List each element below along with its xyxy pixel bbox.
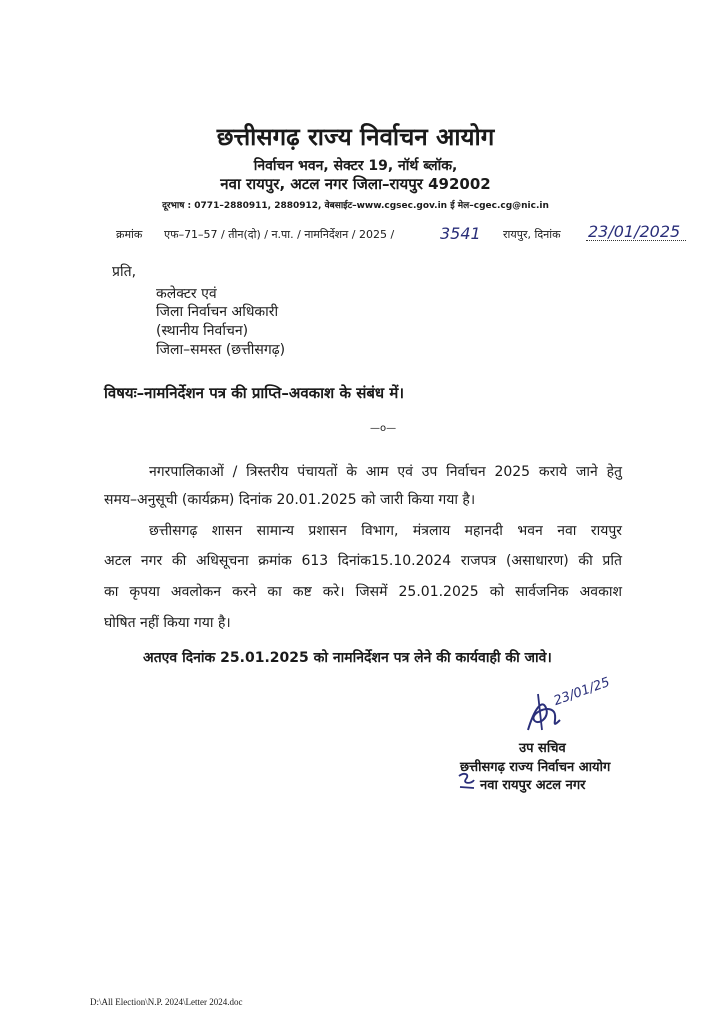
- para2-line4: घोषित नहीं किया गया है।: [104, 615, 231, 631]
- addressee-line-4: जिला–समस्त (छत्तीसगढ़): [156, 342, 286, 358]
- section-divider: —o—: [370, 423, 397, 434]
- file-path-footer: D:\All Election\N.P. 2024\Letter 2024.doc: [90, 997, 243, 1007]
- para2-line1: छत्तीसगढ़ शासन सामान्य प्रशासन विभाग, मंत्रलाय महानदी भवन नवा रायपुर: [149, 523, 622, 539]
- address-line-2: नवा रायपुर, अटल नगर जिला–रायपुर 492002: [220, 175, 491, 193]
- krmank-label: क्रमांक: [116, 228, 143, 241]
- addressee-line-1: कलेक्टर एवं: [156, 286, 217, 302]
- signature-date: 23/01/25: [551, 674, 612, 709]
- handwritten-date: 23/01/2025: [588, 222, 681, 241]
- date-underline: [586, 240, 686, 241]
- file-number: एफ–71–57 / तीन(दो) / न.पा. / नामनिर्देशन / 2025 /: [164, 228, 395, 241]
- handwritten-dispatch-number: 3541: [440, 224, 481, 243]
- initial-mark: [456, 770, 478, 796]
- subject-line: विषयः–नामनिर्देशन पत्र की प्राप्ति–अवकाश के संबंध में।: [104, 384, 405, 402]
- addressee-line-2: जिला निर्वाचन अधिकारी: [156, 304, 279, 320]
- para1-line2: समय–अनुसूची (कार्यक्रम) दिनांक 20.01.2025 को जारी किया गया है।: [104, 492, 476, 508]
- para1-line1: नगरपालिकाओं / त्रिस्तरीय पंचायतों के आम एवं उप निर्वाचन 2025 कराये जाने हेतु: [149, 464, 622, 480]
- addressee-line-3: (स्थानीय निर्वाचन): [156, 323, 249, 339]
- designation: उप सचिव: [519, 741, 566, 756]
- place-date-label: रायपुर, दिनांक: [503, 228, 561, 241]
- para2-line2: अटल नगर की अधिसूचना क्रमांक 613 दिनांक15.10.2024 राजपत्र (असाधारण) की प्रति: [104, 553, 622, 569]
- prati-label: प्रति,: [112, 264, 137, 280]
- contact-line: दूरभाष : 0771–2880911, 2880912, वेबसाईट–www.cgsec.gov.in ई मेल–cgec.cg@nic.in: [162, 201, 549, 211]
- org-name: छत्तीसगढ़ राज्य निर्वाचन आयोग: [216, 123, 495, 151]
- para2-line3: का कृपया अवलोकन करने का कष्ट करे। जिसमें 25.01.2025 को सार्वजनिक अवकाश: [104, 584, 622, 600]
- para3-directive: अतएव दिनांक 25.01.2025 को नामनिर्देशन पत्र लेने की कार्यवाही की जावे।: [143, 650, 552, 666]
- initial-scribble: [456, 770, 478, 792]
- signature-org: छत्तीसगढ़ राज्य निर्वाचन आयोग: [460, 760, 611, 775]
- address-line-1: निर्वाचन भवन, सेक्टर 19, नॉर्थ ब्लॉक,: [253, 158, 458, 174]
- signature-place: नवा रायपुर अटल नगर: [480, 778, 586, 793]
